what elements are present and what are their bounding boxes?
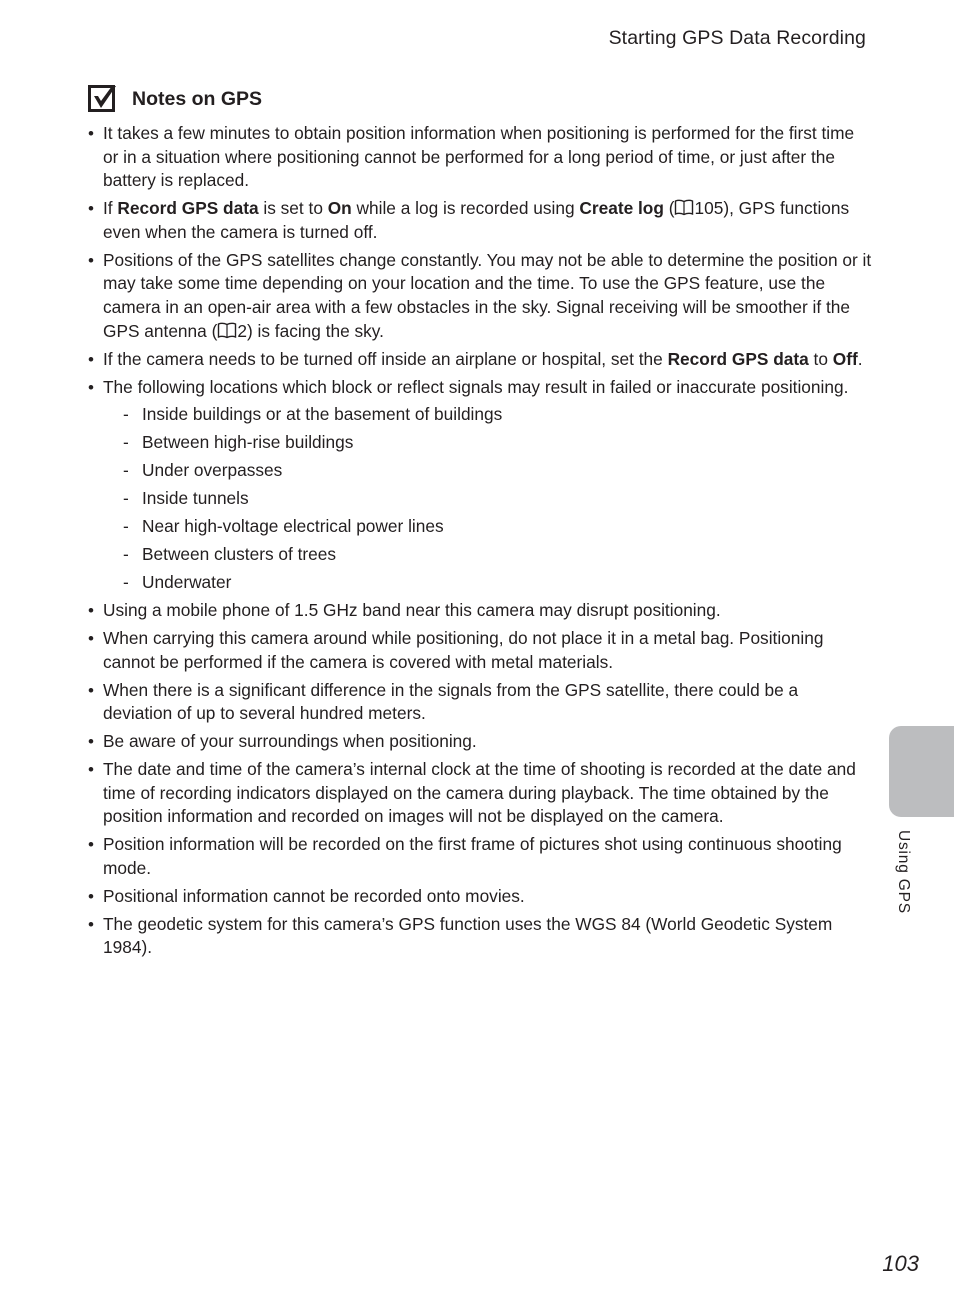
sub-list-item: - Under overpasses <box>103 459 872 483</box>
menu-option-record-gps-data: Record GPS data <box>667 348 809 369</box>
list-item: • When carrying this camera around while positioning, do not place it in a metal bag. Positioning cannot be performed if the camera is covered with metal materials. <box>88 627 872 674</box>
list-item: • The following locations which block or reflect signals may result in failed or inaccurate positioning. - Inside buildings or at the basement of buildings - Between high-rise buildings - Under overpasses - Inside tunnels - Near high-voltage electrical power lines - Between clusters of trees - Underwater <box>88 376 872 595</box>
sub-list-item: - Between high-rise buildings <box>103 431 872 455</box>
list-item: • If Record GPS data is set to On while a log is recorded using Create log ( 105), GPS functions even when the camera is turned off. <box>88 197 872 244</box>
setting-off: Off <box>832 348 858 369</box>
book-reference-icon <box>217 322 237 339</box>
section-tab[interactable] <box>889 726 954 817</box>
sub-list-item: - Underwater <box>103 571 872 595</box>
sub-list-item: - Between clusters of trees <box>103 543 872 567</box>
setting-on: On <box>327 198 352 219</box>
list-item: • It takes a few minutes to obtain position information when positioning is performed for the first time or in a situation where positioning cannot be performed for a long period of time, or just after the battery is replaced. <box>88 122 872 193</box>
menu-option-record-gps-data: Record GPS data <box>117 198 259 219</box>
page-reference[interactable]: 105 <box>694 198 724 219</box>
book-reference-icon <box>674 199 694 216</box>
sub-list-item: - Near high-voltage electrical power lines <box>103 515 872 539</box>
sub-list-item: - Inside buildings or at the basement of buildings <box>103 403 872 427</box>
list-item: • Using a mobile phone of 1.5 GHz band near this camera may disrupt positioning. <box>88 599 872 623</box>
list-item: • Be aware of your surroundings when positioning. <box>88 730 872 754</box>
notes-list <box>88 122 872 964</box>
list-item: • Positions of the GPS satellites change constantly. You may not be able to determine the position or it may take some time depending on your location and the time. To use the GPS feature, use the camera in an open-air area with a few obstacles in the sky. Signal receiving will be smoother if the GPS antenna ( 2) is facing the sky. <box>88 249 872 343</box>
notes-title: Notes on GPS <box>132 87 263 110</box>
menu-option-create-log: Create log <box>579 198 664 219</box>
list-item: • If the camera needs to be turned off inside an airplane or hospital, set the Record GPS data to Off. <box>88 348 872 372</box>
list-item: • The geodetic system for this camera’s GPS function uses the WGS 84 (World Geodetic System 1984). <box>88 913 872 960</box>
list-item: • Positional information cannot be recorded onto movies. <box>88 885 872 909</box>
list-item: • Position information will be recorded on the first frame of pictures shot using continuous shooting mode. <box>88 833 872 880</box>
page-number: 103 <box>882 1251 919 1276</box>
location-sub-list <box>103 403 872 595</box>
sub-list-item: - Inside tunnels <box>103 487 872 511</box>
notes-heading <box>88 84 262 114</box>
page-reference[interactable]: 2 <box>237 320 247 341</box>
list-item: • When there is a significant difference in the signals from the GPS satellite, there could be a deviation of up to several hundred meters. <box>88 679 872 726</box>
section-tab-label: Using GPS <box>895 830 912 914</box>
running-header: Starting GPS Data Recording <box>608 27 866 49</box>
checkmark-note-icon <box>88 84 118 114</box>
list-item: • The date and time of the camera’s internal clock at the time of shooting is recorded at the date and time of recording indicators displayed on the camera during playback. The time obtained by the position information and recorded on images will not be displayed on the camera. <box>88 758 872 829</box>
